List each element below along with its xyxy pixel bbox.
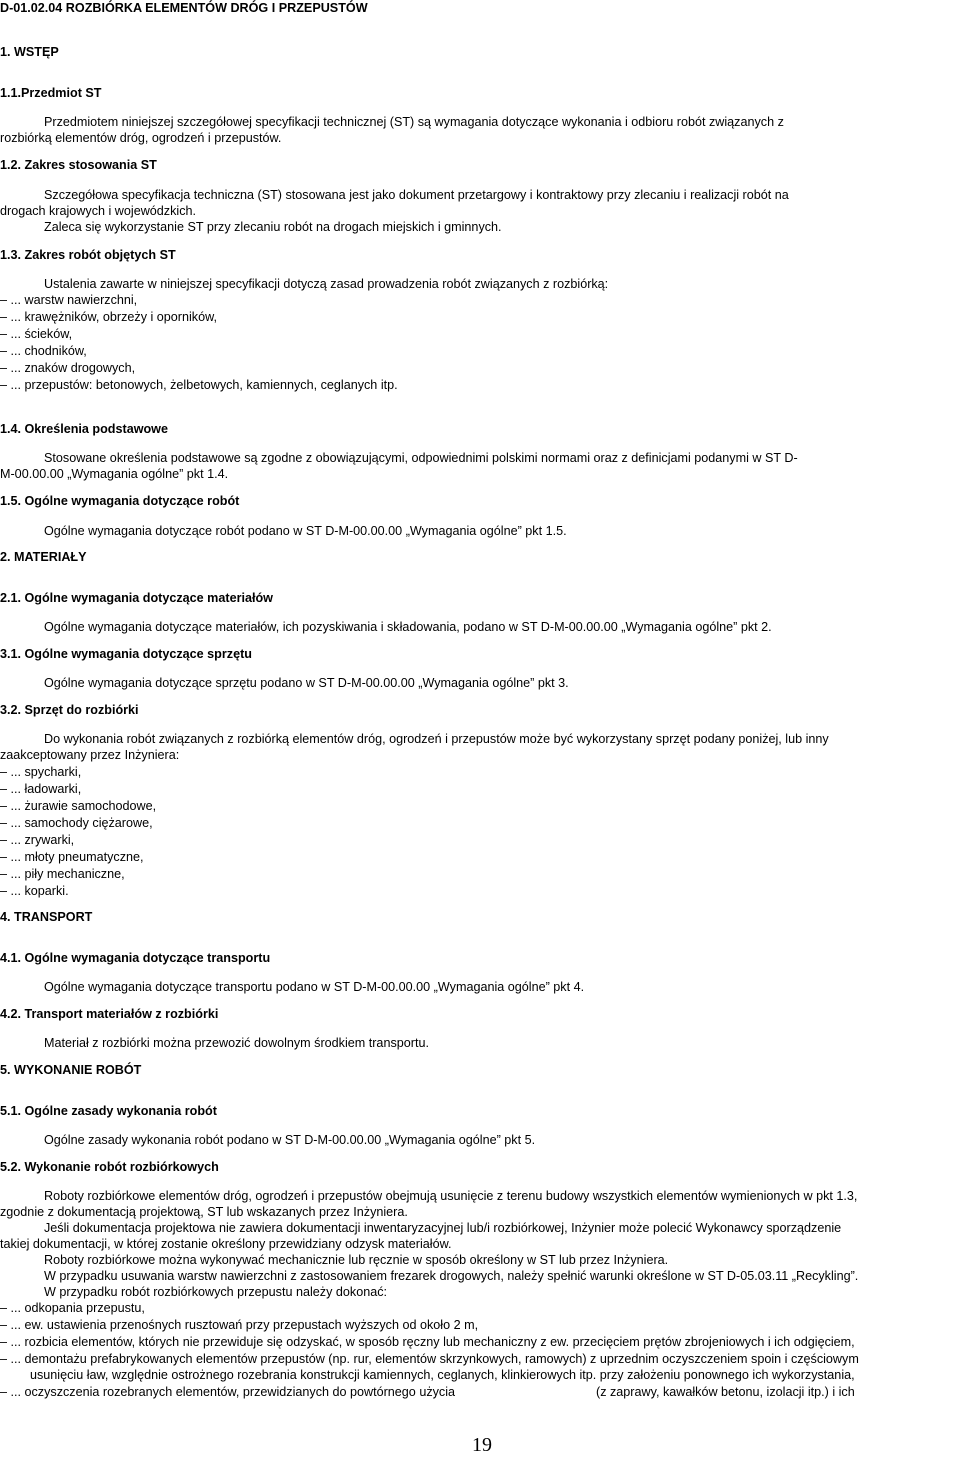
subsection-heading: 2.1. Ogólne wymagania dotyczące materiałów <box>0 591 273 605</box>
subsection-heading: 5.2. Wykonanie robót rozbiórkowych <box>0 1160 219 1174</box>
page-number: 19 <box>472 1434 492 1456</box>
list-item: – ... odkopania przepustu, <box>0 1301 145 1315</box>
paragraph-line: M-00.00.00 „Wymagania ogólne” pkt 1.4. <box>0 467 229 481</box>
section-heading: 1. WSTĘP <box>0 45 59 59</box>
section-heading: 4. TRANSPORT <box>0 910 93 924</box>
paragraph-line: Stosowane określenia podstawowe są zgodne z obowiązującymi, odpowiednimi polskimi normami oraz z definicjami podanymi w ST D- <box>44 451 798 465</box>
paragraph-line: drogach krajowych i wojewódzkich. <box>0 204 196 218</box>
subsection-heading: 1.4. Określenia podstawowe <box>0 422 168 436</box>
list-item: – ... warstw nawierzchni, <box>0 293 138 307</box>
list-item: – ... ew. ustawienia przenośnych rusztowań przy przepustach wyższych od około 2 m, <box>0 1318 479 1332</box>
list-item: – ... piły mechaniczne, <box>0 867 125 881</box>
paragraph-line: Ustalenia zawarte w niniejszej specyfikacji dotyczą zasad prowadzenia robót związanych z rozbiórką: <box>44 277 609 291</box>
list-item: – ... zrywarki, <box>0 833 75 847</box>
paragraph-line: Zaleca się wykorzystanie ST przy zlecaniu robót na drogach miejskich i gminnych. <box>44 220 502 234</box>
paragraph-line: takiej dokumentacji, w której zostanie określony przewidziany odzysk materiałów. <box>0 1237 452 1251</box>
subsection-heading: 4.1. Ogólne wymagania dotyczące transportu <box>0 951 271 965</box>
list-item: – ... samochody ciężarowe, <box>0 816 153 830</box>
paragraph-line: W przypadku usuwania warstw nawierzchni z zastosowaniem frezarek drogowych, należy spełnić warunki określone w ST D-05.03.11 „Recykling”. <box>44 1269 859 1283</box>
list-item-tail: (z zaprawy, kawałków betonu, izolacji itp.) i ich <box>596 1385 855 1399</box>
subsection-heading: 1.5. Ogólne wymagania dotyczące robót <box>0 494 240 508</box>
paragraph-line: Roboty rozbiórkowe elementów dróg, ogrodzeń i przepustów obejmują usunięcie z terenu budowy wszystkich elementów wymienionych w pkt 1.3, <box>44 1189 858 1203</box>
paragraph-line: Szczegółowa specyfikacja techniczna (ST) stosowana jest jako dokument przetargowy i kontraktowy przy zlecaniu i realizacji robót na <box>44 188 789 202</box>
list-item: – ... rozbicia elementów, których nie przewiduje się odzyskać, w sposób ręczny lub mechaniczny z ew. przecięciem prętów zbrojeniowych i ich odgięciem, <box>0 1335 855 1349</box>
subsection-heading: 1.3. Zakres robót objętych ST <box>0 248 176 262</box>
subsection-heading: 5.1. Ogólne zasady wykonania robót <box>0 1104 217 1118</box>
section-heading: 2. MATERIAŁY <box>0 550 87 564</box>
paragraph-line: Przedmiotem niniejszej szczegółowej specyfikacji technicznej (ST) są wymagania dotyczące wykonania i odbioru robót związanych z <box>44 115 784 129</box>
paragraph-line: Ogólne wymagania dotyczące materiałów, ich pozyskiwania i składowania, podano w ST D-M-00.00.00 „Wymagania ogólne” pkt 2. <box>44 620 772 634</box>
list-item: – ... chodników, <box>0 344 87 358</box>
paragraph-line: Do wykonania robót związanych z rozbiórką elementów dróg, ogrodzeń i przepustów może być wykorzystany sprzęt podany poniżej, lub inny <box>44 732 829 746</box>
subsection-heading: 3.1. Ogólne wymagania dotyczące sprzętu <box>0 647 252 661</box>
list-item: – ... ładowarki, <box>0 782 82 796</box>
paragraph-line: rozbiórką elementów dróg, ogrodzeń i przepustów. <box>0 131 282 145</box>
paragraph-line: Roboty rozbiórkowe można wykonywać mechanicznie lub ręcznie w sposób określony w ST lub przez Inżyniera. <box>44 1253 669 1267</box>
subsection-heading: 3.2. Sprzęt do rozbiórki <box>0 703 139 717</box>
paragraph-line: Materiał z rozbiórki można przewozić dowolnym środkiem transportu. <box>44 1036 429 1050</box>
paragraph-line: Ogólne wymagania dotyczące robót podano w ST D-M-00.00.00 „Wymagania ogólne” pkt 1.5. <box>44 524 567 538</box>
list-item: – ... spycharki, <box>0 765 82 779</box>
list-item: – ... przepustów: betonowych, żelbetowych, kamiennych, ceglanych itp. <box>0 378 398 392</box>
subsection-heading: 4.2. Transport materiałów z rozbiórki <box>0 1007 219 1021</box>
list-item: – ... koparki. <box>0 884 69 898</box>
paragraph-line: Ogólne wymagania dotyczące transportu podano w ST D-M-00.00.00 „Wymagania ogólne” pkt 4. <box>44 980 585 994</box>
document-header: D-01.02.04 ROZBIÓRKA ELEMENTÓW DRÓG I PRZEPUSTÓW <box>0 1 368 15</box>
subsection-heading: 1.2. Zakres stosowania ST <box>0 158 157 172</box>
list-item: – ... młoty pneumatyczne, <box>0 850 144 864</box>
section-heading: 5. WYKONANIE ROBÓT <box>0 1063 142 1077</box>
list-item: – ... demontażu prefabrykowanych elementów przepustów (np. rur, elementów skrzynkowych, ramowych) z uprzednim oczyszczeniem spoin i częściowym <box>0 1352 859 1366</box>
paragraph-line: Ogólne zasady wykonania robót podano w ST D-M-00.00.00 „Wymagania ogólne” pkt 5. <box>44 1133 536 1147</box>
paragraph-line: Ogólne wymagania dotyczące sprzętu podano w ST D-M-00.00.00 „Wymagania ogólne” pkt 3. <box>44 676 569 690</box>
list-item-continuation: usunięciu ław, względnie ostrożnego rozebrania konstrukcji kamiennych, ceglanych, klinkierowych itp. przy założeniu ponownego ich wykorzystania, <box>30 1368 855 1382</box>
paragraph-line: zgodnie z dokumentacją projektową, ST lub wskazanych przez Inżyniera. <box>0 1205 408 1219</box>
list-item: – ... krawężników, obrzeży i oporników, <box>0 310 217 324</box>
paragraph-line: zaakceptowany przez Inżyniera: <box>0 748 180 762</box>
paragraph-line: Jeśli dokumentacja projektowa nie zawiera dokumentacji inwentaryzacyjnej lub/i rozbiórkowej, Inżynier może polecić Wykonawcy sporządzenie <box>44 1221 842 1235</box>
list-item: – ... znaków drogowych, <box>0 361 136 375</box>
paragraph-line: W przypadku robót rozbiórkowych przepustu należy dokonać: <box>44 1285 388 1299</box>
list-item: – ... żurawie samochodowe, <box>0 799 157 813</box>
list-item: – ... ścieków, <box>0 327 73 341</box>
subsection-heading: 1.1.Przedmiot ST <box>0 86 102 100</box>
list-item: – ... oczyszczenia rozebranych elementów, przewidzianych do powtórnego użycia <box>0 1385 456 1399</box>
